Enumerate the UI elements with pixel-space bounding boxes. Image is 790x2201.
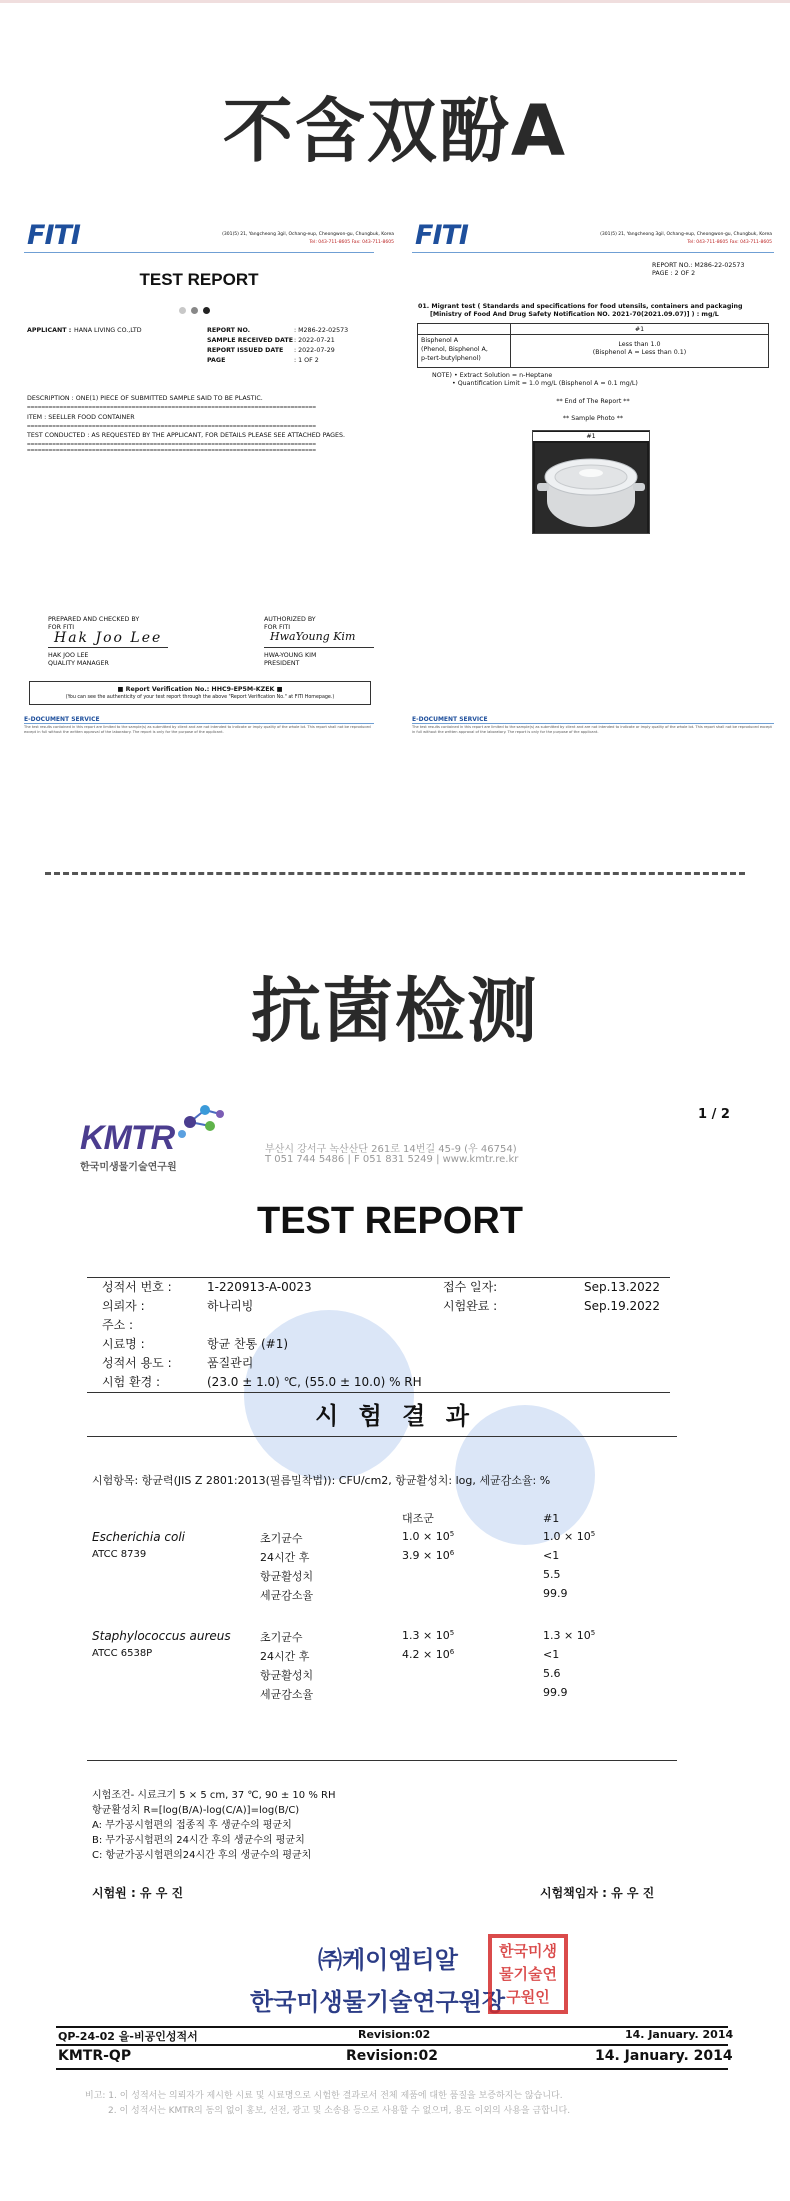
- doc-service-title: E-DOCUMENT SERVICE: [412, 716, 488, 723]
- row-24h: 24시간 후: [260, 1551, 310, 1564]
- company-name: ㈜케이엠티알: [318, 1946, 458, 1974]
- doc-service-text: The test results contained in this report are limited to the sample(s) as submitted by client and are not intended to indicate or imply quality of the whole lot. This report shall not be reproduced except in full without the written approval of the laboratory. The report is only for the purpose of the applicant.: [412, 725, 772, 734]
- client-value: 하나리빙: [207, 1299, 254, 1313]
- info-top-rule: [87, 1277, 670, 1278]
- condition-line: 시험조건- 시료크기 5 × 5 cm, 37 ℃, 90 ± 10 % RH: [92, 1790, 336, 1801]
- env-label: 시험 환경 :: [102, 1375, 161, 1389]
- kmtr-report: [0, 1100, 790, 2201]
- exponent: 6: [449, 1648, 455, 1656]
- exponent: 5: [449, 1629, 455, 1637]
- use-label: 성적서 용도 :: [102, 1356, 172, 1370]
- exponent: 6: [449, 1549, 455, 1557]
- page-indicator: 1 / 2: [698, 1107, 730, 1122]
- table-col-header: #1: [634, 326, 645, 333]
- fiti-logo: FITI: [415, 220, 468, 251]
- org1-sample-reduction: 99.9: [543, 1587, 568, 1600]
- fiti-phone: Tel: 043-711-8605 Fax: 043-711-8605: [687, 240, 772, 245]
- note-2: 2. 이 성적서는 KMTR의 동의 없이 홍보, 선전, 광고 및 소송용 등으로 사용할 수 없으며, 용도 이외의 사용을 금합니다.: [108, 2106, 571, 2116]
- prepared-title: QUALITY MANAGER: [48, 660, 109, 667]
- kmtr-phone: T 051 744 5486 | F 051 831 5249 | www.kmtr.re.kr: [265, 1154, 519, 1165]
- organism-1-name: Escherichia coli: [92, 1530, 185, 1544]
- fiti-phone: Tel: 043-711-8605 Fax: 043-711-8605: [309, 240, 394, 245]
- footer2-revision: Revision:02: [346, 2048, 438, 2064]
- page-value: : 1 OF 2: [294, 357, 319, 364]
- verification-number: ■ Report Verification No.: HHC9-EP5M-KZEK ■: [117, 686, 283, 693]
- table-row-label-1: Bisphenol A: [421, 337, 459, 344]
- header-rule: [412, 252, 774, 253]
- sample-photo: [532, 430, 650, 534]
- migrant-title: 01. Migrant test ( Standards and specifications for food utensils, containers and packaging: [418, 303, 743, 310]
- footer-rule: [56, 2044, 728, 2046]
- table-value-1: Less than 1.0: [618, 341, 661, 348]
- org2-sample-activity: 5.6: [543, 1667, 561, 1680]
- report-no-label: REPORT NO.: [207, 327, 251, 334]
- test-item: 시험항목: 항균력(JIS Z 2801:2013(필름밀착법)): CFU/cm2, 항균활성치: log, 세균감소율: %: [92, 1474, 551, 1487]
- eq-divider: ================================================================================: [27, 424, 316, 430]
- sample-value: 항균 찬통 (#1): [207, 1337, 289, 1351]
- section-heading-antibacterial: 抗菌检测: [251, 970, 539, 1052]
- tester: 시험원 : 유 우 진: [92, 1886, 184, 1900]
- org1-sample-24h: <1: [543, 1549, 560, 1562]
- row-reduction: 세균감소율: [260, 1688, 314, 1701]
- organism-2-atcc: ATCC 6538P: [92, 1648, 153, 1659]
- fiti-address: (301)5) 21, Yangcheong 3gil, Ochang-eup, Cheongwon-gu, Chungbuk, Korea: [600, 232, 772, 237]
- org2-sample-24h: <1: [543, 1648, 560, 1661]
- cert-no-label: 성적서 번호 :: [102, 1280, 172, 1294]
- complete-date-value: Sep.19.2022: [584, 1299, 661, 1313]
- section-divider: [45, 872, 745, 875]
- fiti-report-page-1: [24, 214, 394, 734]
- authorized-name: HWA-YOUNG KIM: [264, 652, 317, 659]
- value: 1.0 × 10: [543, 1530, 591, 1543]
- section-heading-bpa-free: 不含双酚A: [222, 90, 568, 172]
- value: 1.0 × 10: [402, 1530, 450, 1543]
- description: DESCRIPTION : ONE(1) PIECE OF SUBMITTED SAMPLE SAID TO BE PLASTIC.: [27, 395, 263, 402]
- row-initial: 초기균수: [260, 1532, 303, 1545]
- verification-box: [29, 681, 371, 705]
- col-sample: #1: [543, 1512, 560, 1525]
- prepared-signature: Hak Joo Lee: [54, 630, 163, 646]
- col-control: 대조군: [402, 1512, 434, 1525]
- env-value: (23.0 ± 1.0) ℃, (55.0 ± 10.0) % RH: [207, 1375, 422, 1389]
- prepared-for: FOR FITI: [48, 624, 75, 631]
- footer2-date: 14. January. 2014: [595, 2048, 733, 2064]
- doc-service-rule: [412, 723, 774, 724]
- applicant-label: APPLICANT :: [27, 327, 72, 334]
- authorized-label: AUTHORIZED BY: [264, 616, 316, 623]
- info-bottom-rule: [87, 1392, 670, 1393]
- authorized-signature: HwaYoung Kim: [270, 630, 356, 643]
- value: 3.9 × 10: [402, 1549, 450, 1562]
- test-conducted: TEST CONDUCTED : AS REQUESTED BY THE APPLICANT, FOR DETAILS PLEASE SEE ATTACHED PAGES.: [27, 432, 346, 439]
- organism-1-atcc: ATCC 8739: [92, 1549, 147, 1560]
- results-title: 시 험 결 과: [315, 1402, 475, 1430]
- authorized-for: FOR FITI: [264, 624, 291, 631]
- kmtr-molecule-icon: [170, 1100, 230, 1145]
- table-value-2: (Bisphenol A = Less than 0.1): [592, 349, 687, 356]
- prepared-label: PREPARED AND CHECKED BY: [48, 616, 140, 623]
- value: 4.2 × 10: [402, 1648, 450, 1661]
- received-value: : 2022-07-21: [294, 337, 335, 344]
- org1-sample-initial: [543, 1530, 595, 1543]
- note-1: 비고: 1. 이 성적서는 의뢰자가 제시한 시료 및 시료명으로 시험한 결과로서 전체 제품에 대한 품질을 보증하지는 않습니다.: [85, 2091, 563, 2101]
- signature-line: [48, 647, 168, 648]
- exponent: 5: [590, 1629, 596, 1637]
- results-bottom-rule: [87, 1760, 677, 1761]
- migrant-table: [417, 323, 769, 368]
- kmtr-address: 부산시 강서구 녹산산단 261로 14번길 45-9 (우 46754): [265, 1144, 517, 1155]
- issued-label: REPORT ISSUED DATE: [207, 347, 284, 354]
- fiti-address: (301)5) 21, Yangcheong 3gil, Ochang-eup, Cheongwon-gu, Chungbuk, Korea: [222, 232, 394, 237]
- top-border: [0, 0, 790, 3]
- row-initial: 초기균수: [260, 1631, 303, 1644]
- doc-service-text: The test results contained in this report are limited to the sample(s) as submitted by client and are not intended to indicate or imply quality of the whole lot. This report shall not be reproduced except in full without the written approval of the laboratory. The report is only for the purpose of the applicant.: [24, 725, 371, 734]
- complete-date-label: 시험완료 :: [443, 1299, 498, 1313]
- eq-divider: ================================================================================: [27, 448, 316, 454]
- value: 1.3 × 10: [543, 1629, 591, 1642]
- p2-page: PAGE : 2 OF 2: [652, 270, 696, 277]
- row-24h: 24시간 후: [260, 1650, 310, 1663]
- organism-2-name: Staphylococcus aureus: [92, 1629, 231, 1643]
- footer2-code: KMTR-QP: [58, 2048, 132, 2064]
- issued-value: : 2022-07-29: [294, 347, 335, 354]
- org1-control-24h: [402, 1549, 454, 1562]
- client-label: 의뢰자 :: [102, 1299, 145, 1313]
- eq-divider: ================================================================================: [27, 442, 316, 448]
- migrant-title-2: [Ministry of Food And Drug Safety Notification NO. 2021-70(2021.09.07)] ) : mg/L: [430, 311, 719, 318]
- received-label: SAMPLE RECEIVED DATE: [207, 337, 294, 344]
- container-photo: [535, 443, 647, 533]
- condition-line: C: 항균가공시험편의24시간 후의 생균수의 평균치: [92, 1850, 312, 1861]
- org2-control-initial: [402, 1629, 454, 1642]
- item: ITEM : SEELLER FOOD CONTAINER: [27, 414, 135, 421]
- responsible-tester: 시험책임자 : 유 우 진: [540, 1886, 655, 1900]
- row-reduction: 세균감소율: [260, 1589, 314, 1602]
- footer-code: QP-24-02 을-비공인성적서: [58, 2030, 198, 2043]
- footer-revision: Revision:02: [358, 2028, 431, 2041]
- footer-rule-bottom: [56, 2068, 728, 2070]
- exponent: 5: [449, 1530, 455, 1538]
- receipt-date-label: 접수 일자:: [443, 1280, 498, 1294]
- table-divider: [418, 334, 768, 335]
- report-title: TEST REPORT: [139, 270, 259, 289]
- signature-line: [264, 647, 374, 648]
- note-2: • Quantification Limit = 1.0 mg/L (Bisphenol A = 0.1 mg/L): [452, 380, 638, 387]
- prepared-name: HAK JOO LEE: [48, 652, 89, 659]
- page-label: PAGE: [207, 357, 226, 364]
- p2-report-no: REPORT NO.: M286-22-02573: [652, 262, 745, 269]
- institute-director: 한국미생물기술연구원장: [250, 1988, 506, 2016]
- receipt-date-value: Sep.13.2022: [584, 1280, 661, 1294]
- row-activity: 항균활성치: [260, 1570, 314, 1583]
- condition-line: A: 무가공시험편의 접종직 후 생균수의 평균치: [92, 1820, 292, 1831]
- org2-sample-reduction: 99.9: [543, 1686, 568, 1699]
- fiti-report-page-2: [412, 214, 774, 734]
- fiti-logo: FITI: [27, 220, 80, 251]
- org2-sample-initial: [543, 1629, 595, 1642]
- table-row-label-3: p-tert-butylphenol): [421, 355, 481, 362]
- eq-divider: ================================================================================: [27, 405, 316, 411]
- org1-control-initial: [402, 1530, 454, 1543]
- applicant-value: HANA LIVING CO.,LTD: [74, 327, 142, 334]
- org1-sample-activity: 5.5: [543, 1568, 561, 1581]
- condition-line: B: 무가공시험편의 24시간 후의 생균수의 평균치: [92, 1835, 305, 1846]
- kmtr-report-title: TEST REPORT: [256, 1200, 524, 1242]
- doc-service-rule: [24, 723, 374, 724]
- sample-photo-label: ** Sample Photo **: [562, 415, 624, 422]
- value: 1.3 × 10: [402, 1629, 450, 1642]
- header-rule: [24, 252, 374, 253]
- report-no-value: : M286-22-02573: [294, 327, 349, 334]
- end-of-report: ** End of The Report **: [556, 398, 630, 405]
- footer-date: 14. January. 2014: [625, 2028, 734, 2041]
- doc-service-title: E-DOCUMENT SERVICE: [24, 716, 100, 723]
- kmtr-logo: KMTR: [80, 1119, 175, 1157]
- row-activity: 항균활성치: [260, 1669, 314, 1682]
- official-seal: 한국미생물기술연구원인: [488, 1934, 568, 2014]
- exponent: 5: [590, 1530, 596, 1538]
- title-dots: [179, 299, 215, 318]
- authorized-title: PRESIDENT: [264, 660, 300, 667]
- kmtr-logo-subtitle: 한국미생물기술연구원: [80, 1162, 177, 1173]
- verification-note: (You can see the authenticity of your test report through the above "Report Verification No." at FITI Homepage.): [65, 695, 335, 700]
- address-label: 주소 :: [102, 1318, 134, 1332]
- use-value: 품질관리: [207, 1356, 254, 1370]
- cert-no-value: 1-220913-A-0023: [207, 1280, 312, 1294]
- photo-label: #1: [533, 432, 649, 441]
- org2-control-24h: [402, 1648, 454, 1661]
- test-conditions: [92, 1788, 336, 1863]
- sample-label: 시료명 :: [102, 1337, 145, 1351]
- condition-line: 항균활성치 R=[log(B/A)-log(C/A)]=log(B/C): [92, 1805, 300, 1816]
- note-1: NOTE) • Extract Solution = n-Heptane: [432, 372, 553, 379]
- table-row-label-2: (Phenol, Bisphenol A,: [421, 346, 488, 353]
- results-top-rule: [87, 1436, 677, 1437]
